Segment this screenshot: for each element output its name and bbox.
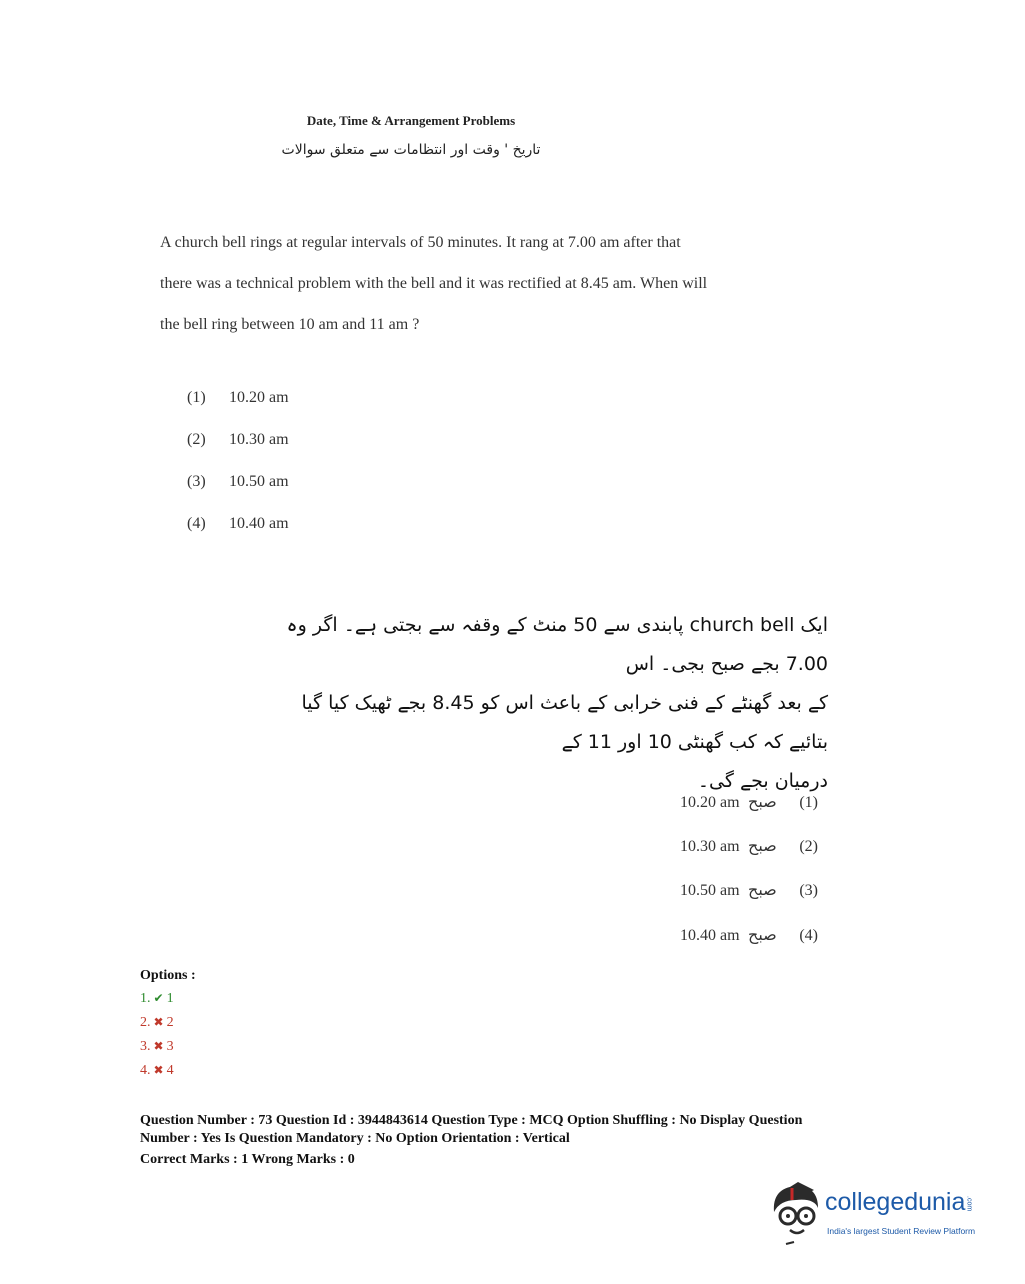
option-urdu-2: 10.30 am صبح (2) — [680, 836, 818, 855]
cross-icon: ✖ — [153, 1039, 164, 1053]
mascot-icon — [768, 1178, 826, 1248]
check-icon: ✔ — [153, 991, 164, 1005]
page-title: Date, Time & Arrangement Problems — [306, 113, 516, 128]
cross-icon: ✖ — [153, 1063, 164, 1077]
question-line: درمیان بجے گی۔ — [697, 770, 828, 792]
page-title-urdu: تاریخ ' وقت اور انتظامات سے متعلق سوالات — [281, 142, 541, 158]
answer-option-2: 2. ✖ 2 — [140, 1015, 174, 1030]
question-text-urdu — [268, 606, 828, 801]
logo-wordmark: collegedunia.com — [825, 1188, 973, 1216]
question-line: A church bell rings at regular intervals of 50 minutes. It rang at 7.00 am after that — [160, 234, 681, 251]
answer-option-4: 4. ✖ 4 — [140, 1063, 174, 1078]
marks-info: Correct Marks : 1 Wrong Marks : 0 — [140, 1152, 355, 1167]
cross-icon: ✖ — [153, 1015, 164, 1029]
question-line: کے بعد گھنٹے کے فنی خرابی کے باعث اس کو 8.45 بجے ٹھیک کیا گیا بتائیے کہ کب گھنٹی 10 اور 11 کے — [301, 692, 828, 753]
question-text-english — [160, 222, 800, 345]
question-line: ایک church bell پابندی سے 50 منٹ کے وقفہ سے بجتی ہے۔ اگر وہ 7.00 بجے صبح بجی۔ اس — [286, 614, 828, 675]
option-urdu-1: 10.20 am صبح (1) — [680, 792, 818, 811]
answer-option-1: 1. ✔ 1 — [140, 991, 174, 1006]
logo-suffix: .com — [965, 1195, 973, 1211]
collegedunia-logo — [768, 1178, 998, 1248]
question-line: there was a technical problem with the bell and it was rectified at 8.45 am. When will — [160, 275, 708, 292]
options-heading: Options : — [140, 968, 196, 983]
question-line: the bell ring between 10 am and 11 am ? — [160, 316, 420, 333]
option-english-1: (1) 10.20 am — [187, 389, 289, 406]
logo-tagline: India's largest Student Review Platform — [827, 1226, 976, 1236]
option-urdu-4: 10.40 am صبح (4) — [680, 925, 818, 944]
option-urdu-3: 10.50 am صبح (3) — [680, 880, 818, 899]
option-english-4: (4) 10.40 am — [187, 515, 289, 532]
answer-option-3: 3. ✖ 3 — [140, 1039, 174, 1054]
option-english-3: (3) 10.50 am — [187, 473, 289, 490]
option-english-2: (2) 10.30 am — [187, 431, 289, 448]
question-metadata: Question Number : 73 Question Id : 3944843614 Question Type : MCQ Option Shuffling : No Display Question Number : Yes Is Question Mandatory : No Option Orientation : Vertical — [140, 1113, 803, 1146]
